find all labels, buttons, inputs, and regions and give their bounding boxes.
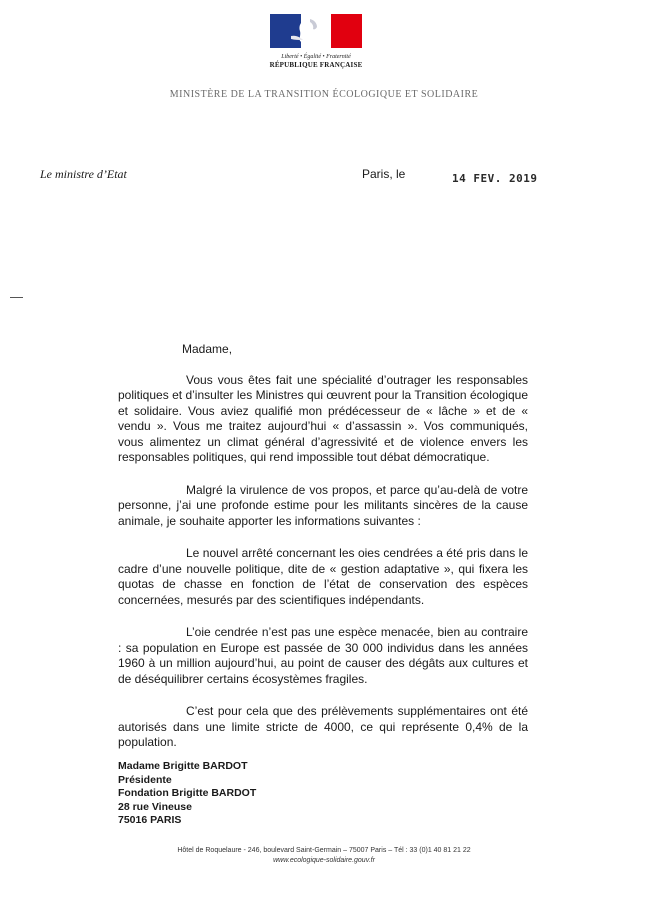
paragraph-5: C’est pour cela que des prélèvements supplémentaires ont été autorisés dans une limite stricte de 4000, ce qui représente 0,4% de la population. [118,704,528,749]
recipient-street: 28 rue Vineuse [118,800,192,813]
republic-name: RÉPUBLIQUE FRANÇAISE [269,61,363,69]
recipient-name: Madame Brigitte BARDOT [118,760,248,772]
recipient-address [118,760,256,828]
recipient-organization: Fondation Brigitte BARDOT [118,787,257,799]
letter-body [118,342,528,768]
place-label: Paris, le [362,167,406,181]
footer [0,846,648,866]
paragraph-2: Malgré la virulence de vos propos, et parce qu’au-delà de votre personne, j’ai une profonde estime pour les militants sincères de la cause animale, je souhaite apporter les informations suivantes : [118,482,528,528]
recipient-city: 75016 PARIS [118,814,182,826]
paragraph-1: Vous vous êtes fait une spécialité d’outrager les responsables politiques et d’insulter les Ministres qui œuvrent pour la Transition écologique et solidaire. Vous aviez qualifié mon prédécesseur de « lâche » et de « vendu ». Vous me traitez aujourd’hui « d’assassin ». Vos communiqués, vous alimentez un climat général d’agressivité et de violence envers les responsables politiques, qui rend impossible tout débat démocratique. [118,372,528,464]
paragraph-4: L’oie cendrée n’est pas une espèce menacée, bien au contraire : sa population en Europe est passée de 30 000 individus dans les années 1960 à un million aujourd’hui, au point de causer des dégâts aux cultures et de déséquilibrer certains écosystèmes fragiles. [118,625,528,686]
salutation: Madame, [182,342,233,356]
tricolor-flag [270,14,362,48]
paragraph-3: Le nouvel arrêté concernant les oies cendrées a été pris dans le cadre d’une nouvelle politique, dite de « gestion adaptative », qui fixera les quotas de chasse en fonction de l’état de conservation des espèces concernées, mesurés par des scientifiques indépendants. [118,546,528,607]
flag-red-band [331,14,362,48]
footer-website: www.ecologique-solidaire.gouv.fr [273,857,375,864]
marianne-profile-icon [288,16,328,48]
fold-mark [10,297,23,298]
marianne-logo [266,14,366,69]
footer-address: Hôtel de Roquelaure - 246, boulevard Saint-Germain – 75007 Paris – Tél : 33 (0)1 40 81 21 22 [177,847,471,854]
date-stamp: 14 FEV. 2019 [452,172,538,185]
recipient-role: Présidente [118,773,172,786]
republic-motto: Liberté • Égalité • Fraternité [281,54,351,60]
ministry-header: MINISTÈRE DE LA TRANSITION ÉCOLOGIQUE ET SOLIDAIRE [169,89,479,100]
sender-title: Le ministre d’Etat [40,167,127,181]
